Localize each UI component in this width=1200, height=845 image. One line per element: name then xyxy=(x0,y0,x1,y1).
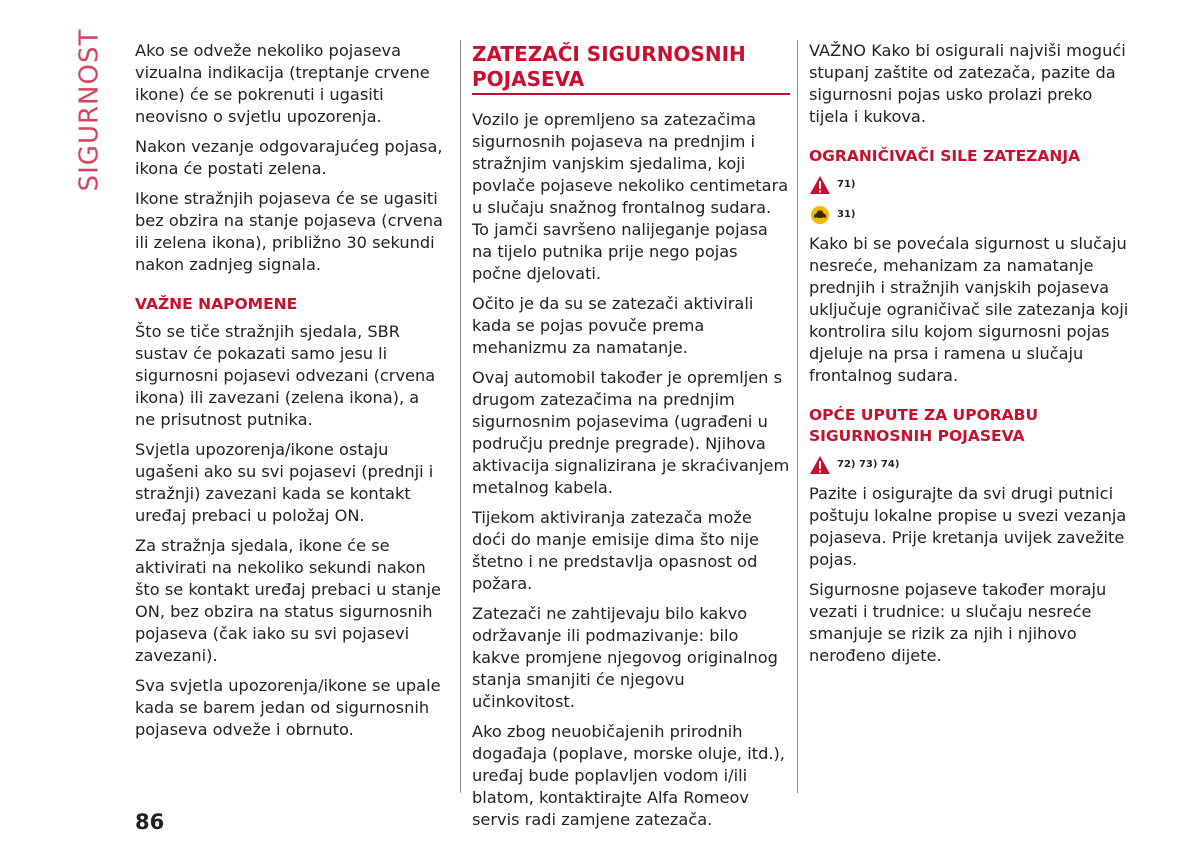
paragraph: Ikone stražnjih pojaseva će se ugasiti bez obzira na stanje pojaseva (crvena ili zelena ikona), približno 30 sekundi nakon zadnjeg signala. xyxy=(135,189,443,274)
page-number: 86 xyxy=(135,810,165,834)
chapter-title: ZATEZAČI SIGURNOSNIH POJASEVA xyxy=(472,42,790,95)
paragraph: Pazite i osigurajte da svi drugi putnici poštuju lokalne propise u svezi vezanja pojaseva. Prije kretanja uvijek zavežite pojas. xyxy=(809,484,1127,569)
car-notice-icon xyxy=(809,205,831,225)
column-divider xyxy=(460,40,461,793)
paragraph: Zatezači ne zahtijevaju bilo kakvo održavanje ili podmazivanje: bilo kakve promjene njegovog originalnog stanja smanjiti će njegovu učinkovitost. xyxy=(472,604,778,711)
section-tab xyxy=(74,28,104,192)
column-divider xyxy=(797,40,798,793)
column-right xyxy=(809,40,1129,675)
section-heading: OGRANIČIVAČI SILE ZATEZANJA xyxy=(809,147,1081,165)
paragraph: Sva svjetla upozorenja/ikone se upale kada se barem jedan od sigurnosnih pojaseva odveže i obrnuto. xyxy=(135,676,441,739)
section-tab-label: SIGURNOST xyxy=(74,28,104,192)
paragraph: Vozilo je opremljeno sa zatezačima sigurnosnih pojaseva na prednjim i stražnjim vanjskim sjedalima, koji povlače pojaseve nekoliko centimetara u slučaju snažnog frontalnog sudara. To jamči savršeno nalijeganje pojasa na tijelo putnika prije nego pojas počne djelovati. xyxy=(472,110,789,283)
paragraph: Svjetla upozorenja/ikone ostaju ugašeni ako su svi pojasevi (prednji i stražnji) zavezani kada se kontakt uređaj prebaci u položaj ON. xyxy=(135,440,434,525)
warning-triangle-icon xyxy=(809,175,831,195)
warning-reference xyxy=(809,453,1129,477)
paragraph: Očito je da su se zatezači aktivirali kada se pojas povuče prema mehanizmu za namatanje. xyxy=(472,294,754,357)
column-left xyxy=(135,40,443,749)
paragraph: Kako bi se povećala sigurnost u slučaju nesreće, mehanizam za namatanje prednjih i stražnjih vanjskih pojaseva uključuje ograničivač sile zatezanja koji kontrolira silu kojom sigurnosni pojas djeluje na prsa i ramena u slučaju frontalnog sudara. xyxy=(809,234,1129,385)
paragraph: Ako se odveže nekoliko pojaseva vizualna indikacija (treptanje crvene ikone) će se pokrenuti i ugasiti neovisno o svjetlu upozorenja. xyxy=(135,41,430,126)
paragraph: Za stražnja sjedala, ikone će se aktivirati na nekoliko sekundi nakon što se kontakt uređaj prebaci u stanje ON, bez obzira na status sigurnosnih pojaseva (čak iako su svi pojasevi zavezani). xyxy=(135,536,441,665)
paragraph: Tijekom aktiviranja zatezača može doći do manje emisije dima što nije štetno i ne predstavlja opasnost od požara. xyxy=(472,508,760,593)
notice-reference-number: 31) xyxy=(837,209,856,220)
paragraph: Sigurnosne pojaseve također moraju vezati i trudnice: u slučaju nesreće smanjuje se rizik za njih i njihovo nerođeno dijete. xyxy=(809,580,1107,665)
paragraph: Što se tiče stražnjih sjedala, SBR sustav će pokazati samo jesu li sigurnosni pojasevi odvezani (crvena ikona) ili zavezani (zelena ikona), a ne prisutnost putnika. xyxy=(135,322,436,429)
paragraph: Ovaj automobil također je opremljen s drugom zatezačima na prednjim sigurnosnim pojasevima (ugrađeni u području prednje pregrade). Njihova aktivacija signalizirana je skraćivanjem metalnog kabela. xyxy=(472,368,790,497)
paragraph: Ako zbog neuobičajenih prirodnih događaja (poplave, morske oluje, itd.), uređaj bude poplavljen vodom i/ili blatom, kontaktirajte Alfa Romeov servis radi zamjene zatezača. xyxy=(472,722,785,829)
column-middle xyxy=(472,40,790,839)
paragraph: VAŽNO Kako bi osigurali najviši mogući stupanj zaštite od zatezača, pazite da sigurnosni pojas usko prolazi preko tijela i kukova. xyxy=(809,41,1126,126)
notice-reference xyxy=(809,203,1129,227)
paragraph: Nakon vezanje odgovarajućeg pojasa, ikona će postati zelena. xyxy=(135,137,443,178)
section-heading: VAŽNE NAPOMENE xyxy=(135,295,298,313)
section-heading: OPĆE UPUTE ZA UPORABU SIGURNOSNIH POJASEVA xyxy=(809,406,1039,445)
warning-reference xyxy=(809,173,1129,197)
warning-triangle-icon xyxy=(809,455,831,475)
warning-reference-number: 72) 73) 74) xyxy=(837,459,900,470)
warning-reference-number: 71) xyxy=(837,179,856,190)
